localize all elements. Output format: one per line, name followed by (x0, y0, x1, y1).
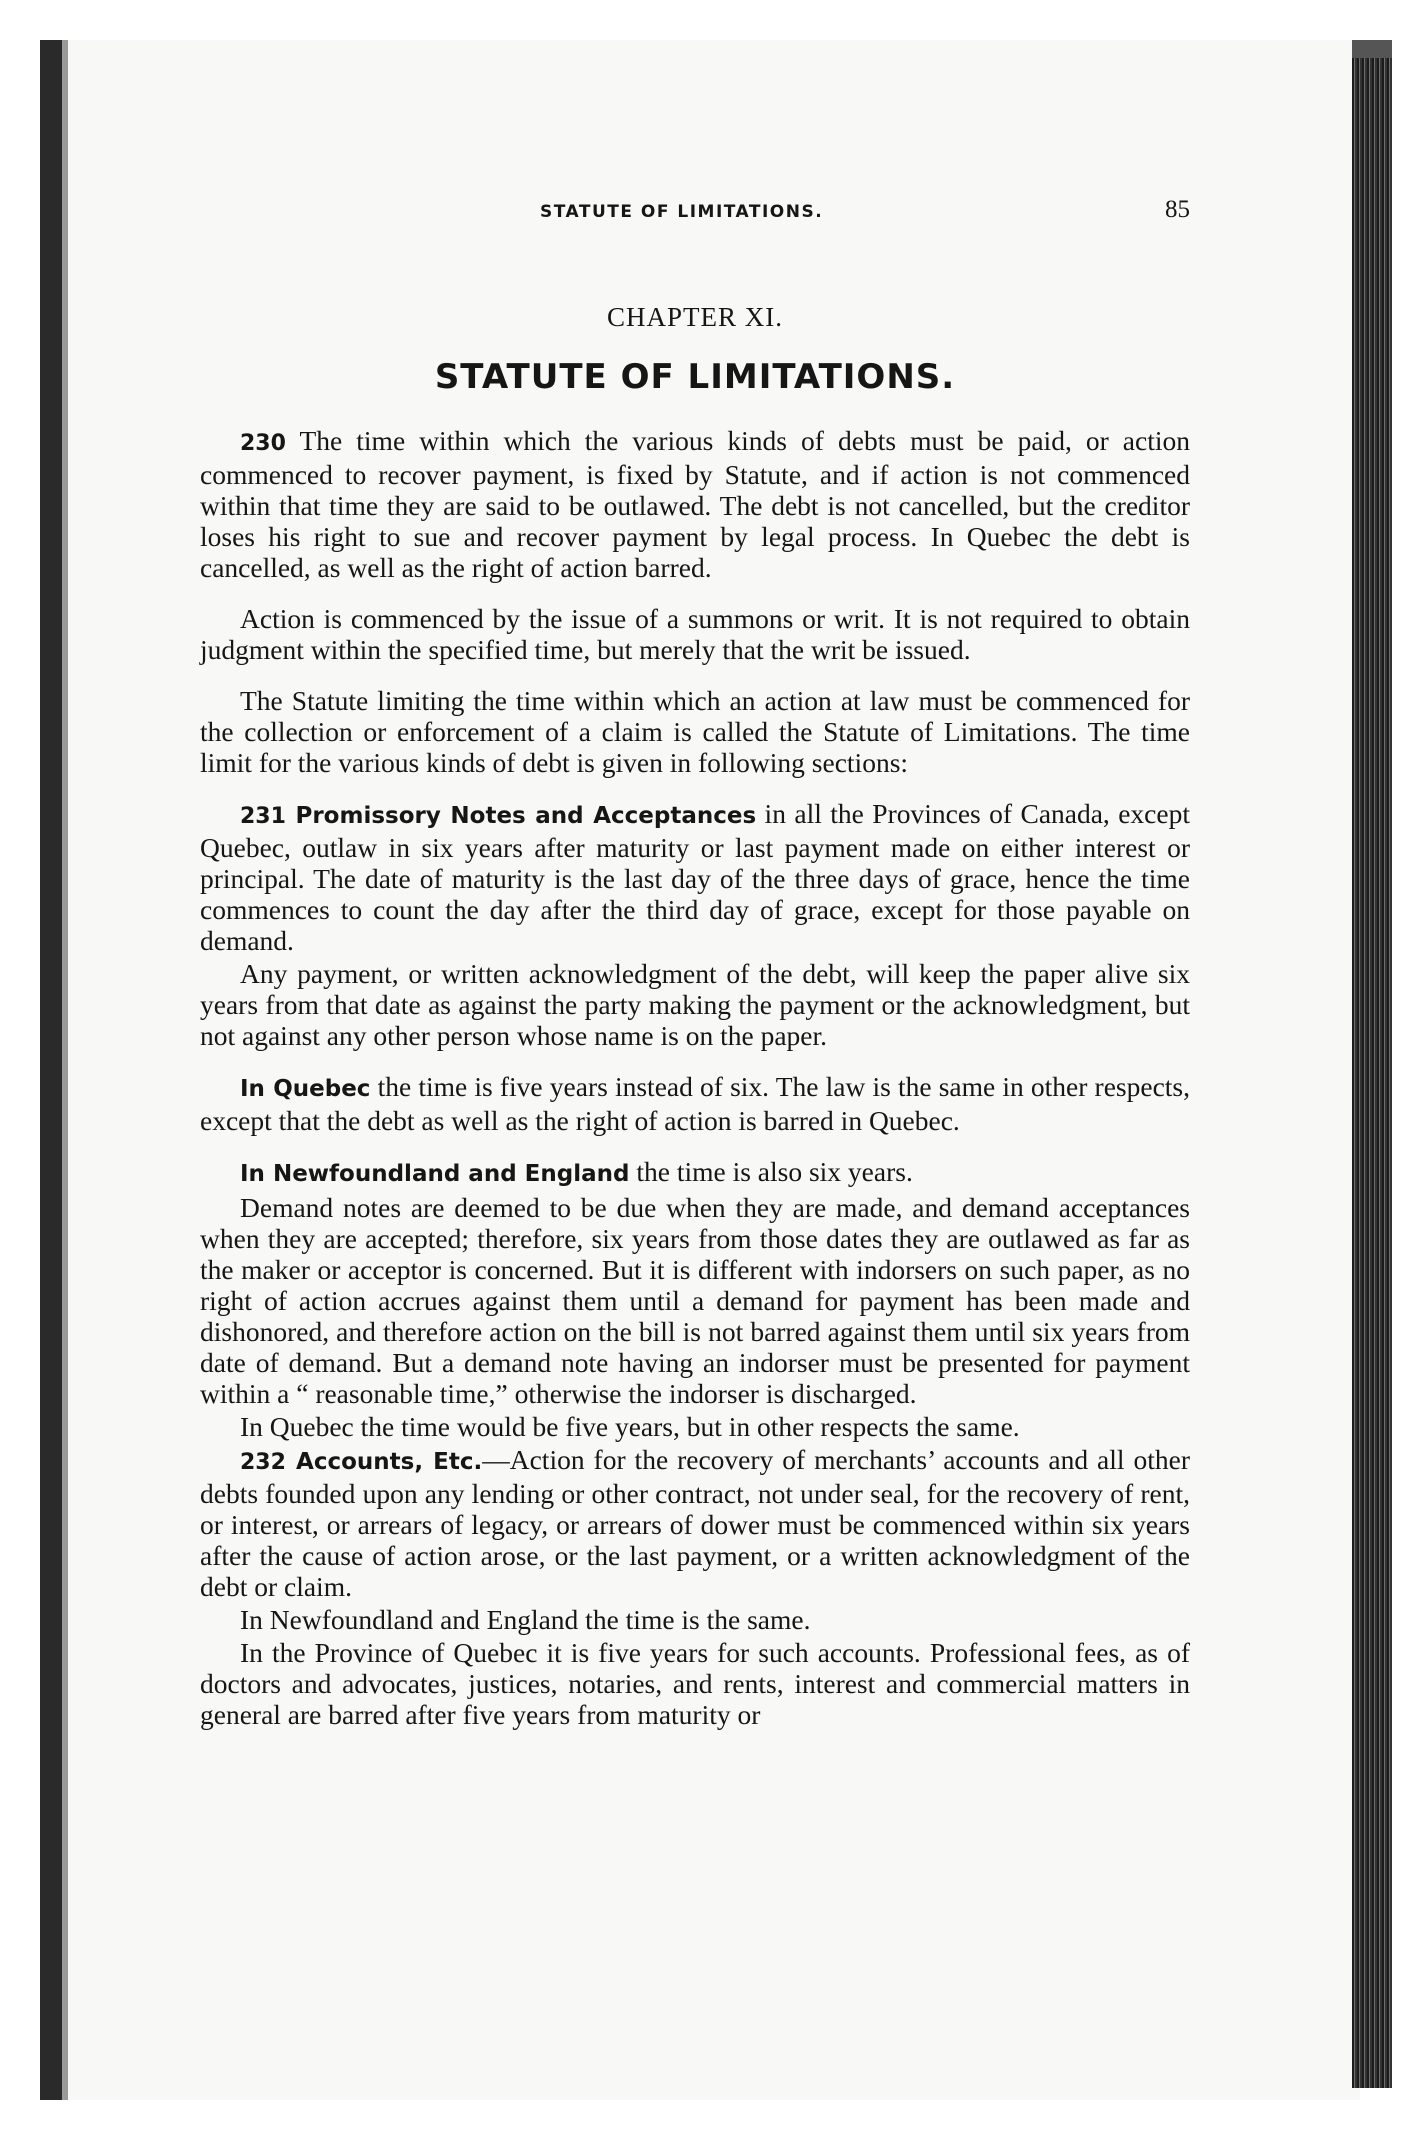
section-heading: In Quebec (240, 1076, 371, 1102)
section-number: 232 (240, 1450, 286, 1475)
paragraph-230 (200, 425, 1190, 583)
paragraph-231 (200, 798, 1190, 956)
paragraph (200, 958, 1190, 1051)
paragraph-text: In Quebec the time would be five years, but in other respects the same. (240, 1411, 1020, 1442)
paragraph-text: the time is also six years. (629, 1156, 913, 1187)
paragraph-in-quebec (200, 1071, 1190, 1136)
paragraph-text: Action is commenced by the issue of a summons or writ. It is not required to obtain judgment within the specified time, but merely that the writ be issued. (200, 603, 1190, 665)
section-number: 231 (240, 804, 286, 829)
paragraph-text: the time is five years instead of six. The law is the same in other respects, except that the debt as well as the right of action is barred in Quebec. (200, 1071, 1190, 1136)
running-head-title: STATUTE OF LIMITATIONS. (540, 202, 824, 222)
paragraph-text: The Statute limiting the time within which an action at law must be commenced for the collection or enforcement of a claim is called the Statute of Limitations. The time limit for the various kinds of debt is given in following sections: (200, 685, 1190, 778)
paragraph-text: Demand notes are deemed to be due when they are made, and demand acceptances when they are accepted; therefore, six years from those dates they are outlawed as far as the maker or acceptor is concerned. But it is different with indorsers on such paper, as no right of action accrues against them until a demand for payment has been made and dishonored, and therefore action on the bill is not barred against them until six years from date of demand. But a demand note having an indorser must be presented for payment within a “ reasonable time,” otherwise the indorser is discharged. (200, 1192, 1190, 1409)
paragraph-text: in all the Provinces of Canada, except Quebec, outlaw in six years after maturity or last payment made on either interest or principal. The date of maturity is the last day of the three days of grace, hence the time commences to count the day after the third day of grace, except for those payable on demand. (200, 798, 1190, 956)
paragraph (200, 1411, 1190, 1442)
paragraph (200, 685, 1190, 778)
page-number: 85 (1165, 196, 1190, 223)
paragraph-text: —Action for the recovery of merchants’ accounts and all other debts founded upon any lending or other contract, not under seal, for the recovery of rent, or interest, or arrears of legacy, or arrears of dower must be commenced within six years after the cause of action arose, or the last payment, or a written acknowledgment of the debt or claim. (200, 1444, 1190, 1602)
section-number: 230 (240, 431, 286, 456)
section-heading: Promissory Notes and Acceptances (285, 803, 757, 829)
paragraph (200, 1192, 1190, 1409)
chapter-number: CHAPTER XI. (606, 302, 783, 332)
page-stack-top (1352, 40, 1392, 60)
paragraph-text: In Newfoundland and England the time is the same. (240, 1604, 811, 1635)
running-head (200, 196, 1190, 236)
paragraph-text: Any payment, or written acknowledgment of the debt, will keep the paper alive six years from that date as against the party making the payment or the acknowledgment, but not against any other person whose name is on the paper. (200, 958, 1190, 1051)
book-binding-edge (40, 40, 62, 2100)
section-heading: In Newfoundland and England (240, 1161, 630, 1187)
page-stack-edge (1352, 58, 1392, 2088)
section-heading: Accounts, Etc. (285, 1449, 483, 1475)
paragraph-232 (200, 1444, 1190, 1602)
paragraph-text: The time within which the various kinds of debts must be paid, or action commenced to recover payment, is fixed by Statute, and if action is not commenced within that time they are said to be outlawed. The debt is not cancelled, but the creditor loses his right to sue and recover payment by legal process. In Quebec the debt is cancelled, as well as the right of action barred. (200, 425, 1190, 583)
paragraph-text: In the Province of Quebec it is five years for such accounts. Professional fees, as of doctors and advocates, justices, notaries, and rents, interest and commercial matters in general are barred after five years from maturity or (200, 1637, 1190, 1730)
paragraph (200, 1604, 1190, 1635)
paragraph (200, 603, 1190, 665)
page-content (200, 196, 1190, 1732)
paragraph-newfoundland-england (200, 1156, 1190, 1190)
paragraph (200, 1637, 1190, 1730)
chapter-title: STATUTE OF LIMITATIONS. (434, 357, 956, 397)
